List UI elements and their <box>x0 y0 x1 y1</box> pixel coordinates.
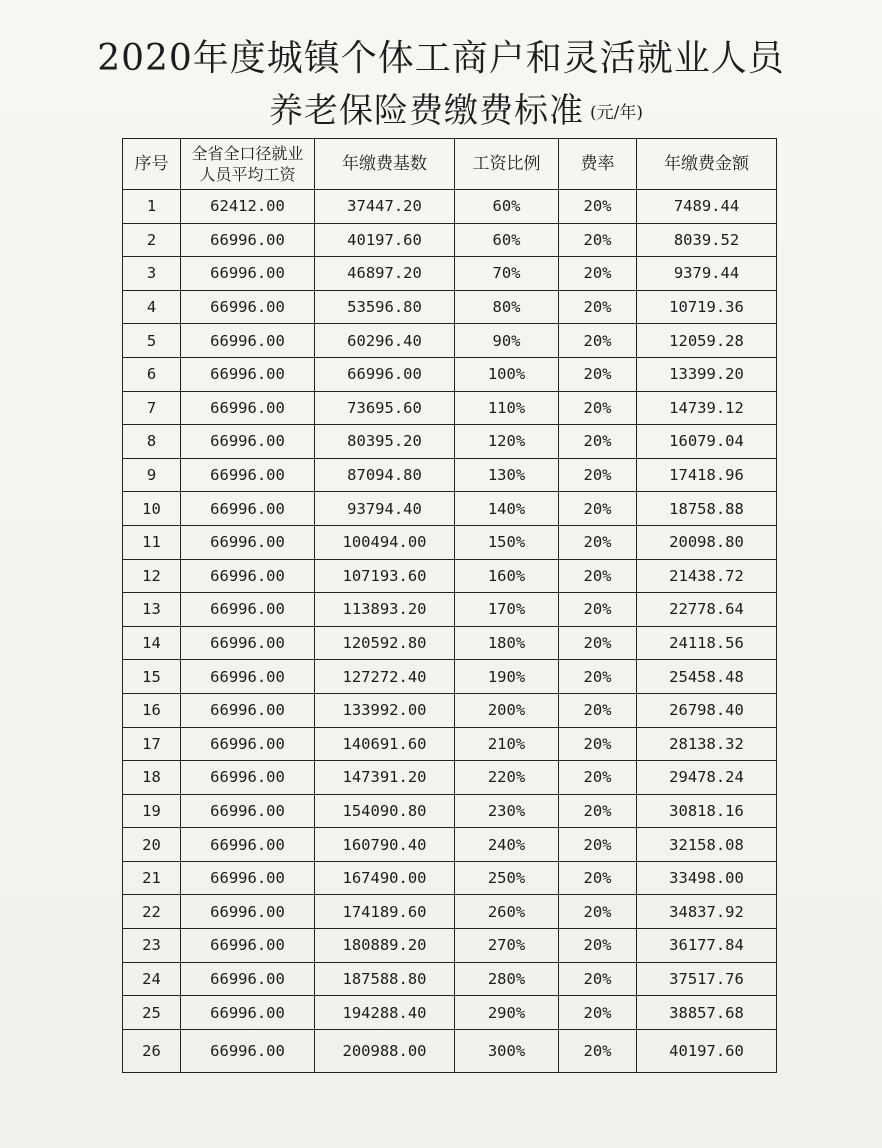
cell-base: 127272.40 <box>315 660 455 694</box>
cell-base: 80395.20 <box>315 425 455 459</box>
cell-amount: 40197.60 <box>637 1029 777 1072</box>
cell-avg-wage: 66996.00 <box>181 660 315 694</box>
cell-rate: 20% <box>559 559 637 593</box>
cell-base: 120592.80 <box>315 626 455 660</box>
cell-avg-wage: 66996.00 <box>181 761 315 795</box>
cell-ratio: 140% <box>455 492 559 526</box>
table-row <box>123 794 777 828</box>
cell-base: 93794.40 <box>315 492 455 526</box>
cell-amount: 37517.76 <box>637 962 777 996</box>
cell-amount: 36177.84 <box>637 929 777 963</box>
cell-rate: 20% <box>559 996 637 1030</box>
cell-base: 200988.00 <box>315 1029 455 1072</box>
header-rate: 费率 <box>559 139 637 190</box>
table-row <box>123 492 777 526</box>
cell-ratio: 160% <box>455 559 559 593</box>
cell-rate: 20% <box>559 626 637 660</box>
header-amount: 年缴费金额 <box>637 139 777 190</box>
cell-ratio: 200% <box>455 693 559 727</box>
header-base: 年缴费基数 <box>315 139 455 190</box>
cell-ratio: 190% <box>455 660 559 694</box>
table-row <box>123 593 777 627</box>
cell-avg-wage: 66996.00 <box>181 828 315 862</box>
cell-no: 2 <box>123 223 181 257</box>
cell-base: 46897.20 <box>315 257 455 291</box>
cell-rate: 20% <box>559 861 637 895</box>
cell-rate: 20% <box>559 727 637 761</box>
cell-ratio: 170% <box>455 593 559 627</box>
cell-rate: 20% <box>559 1029 637 1072</box>
cell-avg-wage: 66996.00 <box>181 593 315 627</box>
cell-rate: 20% <box>559 425 637 459</box>
cell-no: 4 <box>123 290 181 324</box>
cell-amount: 30818.16 <box>637 794 777 828</box>
cell-no: 3 <box>123 257 181 291</box>
cell-ratio: 70% <box>455 257 559 291</box>
document-subtitle <box>0 88 882 136</box>
cell-base: 174189.60 <box>315 895 455 929</box>
cell-ratio: 260% <box>455 895 559 929</box>
table-row <box>123 895 777 929</box>
cell-base: 73695.60 <box>315 391 455 425</box>
cell-rate: 20% <box>559 190 637 224</box>
cell-no: 22 <box>123 895 181 929</box>
cell-ratio: 100% <box>455 357 559 391</box>
table-row <box>123 257 777 291</box>
cell-base: 147391.20 <box>315 761 455 795</box>
cell-amount: 13399.20 <box>637 357 777 391</box>
cell-rate: 20% <box>559 693 637 727</box>
cell-no: 16 <box>123 693 181 727</box>
table-row <box>123 559 777 593</box>
cell-avg-wage: 66996.00 <box>181 626 315 660</box>
cell-no: 23 <box>123 929 181 963</box>
cell-ratio: 230% <box>455 794 559 828</box>
cell-no: 25 <box>123 996 181 1030</box>
cell-no: 15 <box>123 660 181 694</box>
cell-base: 180889.20 <box>315 929 455 963</box>
cell-amount: 26798.40 <box>637 693 777 727</box>
cell-rate: 20% <box>559 962 637 996</box>
cell-rate: 20% <box>559 492 637 526</box>
cell-avg-wage: 62412.00 <box>181 190 315 224</box>
cell-rate: 20% <box>559 357 637 391</box>
cell-ratio: 180% <box>455 626 559 660</box>
cell-amount: 20098.80 <box>637 525 777 559</box>
cell-base: 160790.40 <box>315 828 455 862</box>
cell-ratio: 270% <box>455 929 559 963</box>
table-row <box>123 1029 777 1072</box>
cell-avg-wage: 66996.00 <box>181 257 315 291</box>
cell-avg-wage: 66996.00 <box>181 492 315 526</box>
cell-amount: 7489.44 <box>637 190 777 224</box>
cell-rate: 20% <box>559 257 637 291</box>
cell-avg-wage: 66996.00 <box>181 290 315 324</box>
cell-amount: 34837.92 <box>637 895 777 929</box>
cell-ratio: 220% <box>455 761 559 795</box>
cell-avg-wage: 66996.00 <box>181 929 315 963</box>
cell-amount: 10719.36 <box>637 290 777 324</box>
table-row <box>123 357 777 391</box>
cell-amount: 25458.48 <box>637 660 777 694</box>
cell-avg-wage: 66996.00 <box>181 895 315 929</box>
cell-ratio: 110% <box>455 391 559 425</box>
cell-avg-wage: 66996.00 <box>181 559 315 593</box>
cell-amount: 12059.28 <box>637 324 777 358</box>
cell-no: 5 <box>123 324 181 358</box>
cell-base: 53596.80 <box>315 290 455 324</box>
cell-rate: 20% <box>559 761 637 795</box>
cell-no: 20 <box>123 828 181 862</box>
cell-ratio: 60% <box>455 190 559 224</box>
cell-base: 167490.00 <box>315 861 455 895</box>
cell-base: 140691.60 <box>315 727 455 761</box>
cell-avg-wage: 66996.00 <box>181 996 315 1030</box>
table-row <box>123 929 777 963</box>
cell-rate: 20% <box>559 324 637 358</box>
cell-rate: 20% <box>559 391 637 425</box>
cell-no: 1 <box>123 190 181 224</box>
cell-avg-wage: 66996.00 <box>181 727 315 761</box>
cell-ratio: 80% <box>455 290 559 324</box>
cell-amount: 29478.24 <box>637 761 777 795</box>
cell-rate: 20% <box>559 828 637 862</box>
cell-amount: 16079.04 <box>637 425 777 459</box>
cell-amount: 33498.00 <box>637 861 777 895</box>
cell-base: 60296.40 <box>315 324 455 358</box>
cell-avg-wage: 66996.00 <box>181 357 315 391</box>
table-row <box>123 660 777 694</box>
cell-no: 24 <box>123 962 181 996</box>
cell-rate: 20% <box>559 895 637 929</box>
cell-amount: 18758.88 <box>637 492 777 526</box>
cell-rate: 20% <box>559 660 637 694</box>
cell-avg-wage: 66996.00 <box>181 324 315 358</box>
cell-ratio: 150% <box>455 525 559 559</box>
table-header-row <box>123 139 777 190</box>
cell-ratio: 60% <box>455 223 559 257</box>
cell-no: 8 <box>123 425 181 459</box>
cell-no: 9 <box>123 458 181 492</box>
cell-no: 18 <box>123 761 181 795</box>
cell-avg-wage: 66996.00 <box>181 458 315 492</box>
header-ratio: 工资比例 <box>455 139 559 190</box>
cell-ratio: 130% <box>455 458 559 492</box>
cell-amount: 9379.44 <box>637 257 777 291</box>
table-row <box>123 761 777 795</box>
header-no: 序号 <box>123 139 181 190</box>
cell-base: 107193.60 <box>315 559 455 593</box>
cell-base: 113893.20 <box>315 593 455 627</box>
cell-base: 194288.40 <box>315 996 455 1030</box>
cell-ratio: 280% <box>455 962 559 996</box>
cell-base: 187588.80 <box>315 962 455 996</box>
cell-ratio: 290% <box>455 996 559 1030</box>
cell-amount: 22778.64 <box>637 593 777 627</box>
cell-no: 11 <box>123 525 181 559</box>
cell-ratio: 240% <box>455 828 559 862</box>
cell-avg-wage: 66996.00 <box>181 391 315 425</box>
cell-no: 13 <box>123 593 181 627</box>
table-row <box>123 223 777 257</box>
cell-rate: 20% <box>559 794 637 828</box>
cell-avg-wage: 66996.00 <box>181 525 315 559</box>
document-subtitle-text: 养老保险费缴费标准 <box>269 91 584 131</box>
fee-table <box>122 138 777 1073</box>
cell-amount: 28138.32 <box>637 727 777 761</box>
cell-rate: 20% <box>559 290 637 324</box>
table-row <box>123 727 777 761</box>
table-row <box>123 458 777 492</box>
table-row <box>123 190 777 224</box>
cell-no: 26 <box>123 1029 181 1072</box>
cell-rate: 20% <box>559 525 637 559</box>
table-row <box>123 425 777 459</box>
table-row <box>123 626 777 660</box>
cell-amount: 8039.52 <box>637 223 777 257</box>
cell-avg-wage: 66996.00 <box>181 1029 315 1072</box>
cell-no: 19 <box>123 794 181 828</box>
table-row <box>123 828 777 862</box>
cell-amount: 14739.12 <box>637 391 777 425</box>
cell-amount: 21438.72 <box>637 559 777 593</box>
cell-avg-wage: 66996.00 <box>181 693 315 727</box>
table-row <box>123 391 777 425</box>
cell-ratio: 90% <box>455 324 559 358</box>
table-row <box>123 861 777 895</box>
cell-base: 100494.00 <box>315 525 455 559</box>
cell-no: 17 <box>123 727 181 761</box>
table-row <box>123 962 777 996</box>
cell-amount: 17418.96 <box>637 458 777 492</box>
cell-no: 12 <box>123 559 181 593</box>
cell-base: 87094.80 <box>315 458 455 492</box>
cell-rate: 20% <box>559 929 637 963</box>
table-row <box>123 996 777 1030</box>
table-row <box>123 324 777 358</box>
table-body <box>123 190 777 1073</box>
cell-avg-wage: 66996.00 <box>181 962 315 996</box>
cell-rate: 20% <box>559 593 637 627</box>
table-row <box>123 290 777 324</box>
cell-ratio: 300% <box>455 1029 559 1072</box>
cell-base: 133992.00 <box>315 693 455 727</box>
cell-base: 37447.20 <box>315 190 455 224</box>
cell-no: 6 <box>123 357 181 391</box>
cell-base: 40197.60 <box>315 223 455 257</box>
cell-avg-wage: 66996.00 <box>181 223 315 257</box>
cell-ratio: 210% <box>455 727 559 761</box>
cell-base: 66996.00 <box>315 357 455 391</box>
cell-ratio: 120% <box>455 425 559 459</box>
document-title: 2020年度城镇个体工商户和灵活就业人员 <box>97 38 785 79</box>
cell-amount: 32158.08 <box>637 828 777 862</box>
cell-no: 14 <box>123 626 181 660</box>
unit-label: (元/年) <box>590 103 643 123</box>
cell-ratio: 250% <box>455 861 559 895</box>
cell-rate: 20% <box>559 458 637 492</box>
header-avg-wage: 全省全口径就业人员平均工资 <box>181 139 315 190</box>
cell-no: 7 <box>123 391 181 425</box>
cell-avg-wage: 66996.00 <box>181 794 315 828</box>
cell-rate: 20% <box>559 223 637 257</box>
cell-avg-wage: 66996.00 <box>181 425 315 459</box>
cell-no: 21 <box>123 861 181 895</box>
cell-amount: 38857.68 <box>637 996 777 1030</box>
cell-no: 10 <box>123 492 181 526</box>
cell-avg-wage: 66996.00 <box>181 861 315 895</box>
cell-base: 154090.80 <box>315 794 455 828</box>
cell-amount: 24118.56 <box>637 626 777 660</box>
table-row <box>123 693 777 727</box>
table-row <box>123 525 777 559</box>
